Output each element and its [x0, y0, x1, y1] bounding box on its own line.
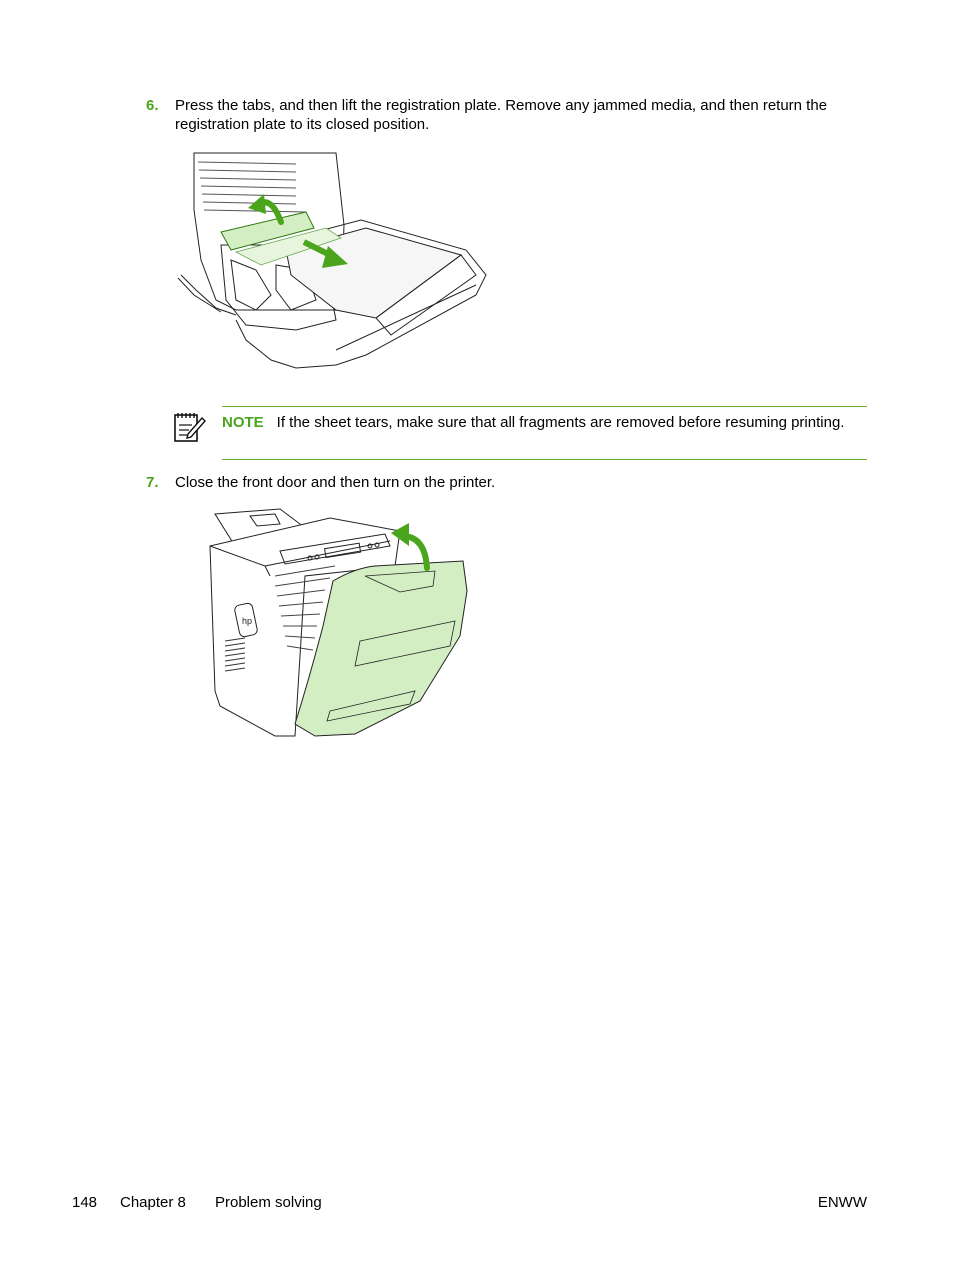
footer-chapter: Chapter 8	[120, 1194, 186, 1211]
note-box	[222, 406, 867, 460]
close-front-door-illustration	[205, 506, 471, 740]
footer-section-title: Problem solving	[215, 1194, 322, 1211]
step-number: 7.	[146, 474, 159, 491]
footer-page-number: 148	[72, 1194, 98, 1211]
note-text: If the sheet tears, make sure that all fragments are removed before resuming printing.	[276, 414, 845, 431]
note-text-block	[222, 413, 862, 432]
step-number: 6.	[146, 97, 159, 114]
svg-text:hp: hp	[242, 616, 253, 626]
step-text: Press the tabs, and then lift the registration plate. Remove any jammed media, and then return the registration plate to its closed position.	[175, 97, 828, 133]
step-7	[146, 473, 870, 492]
note-pencil-icon	[172, 408, 208, 444]
note-label: NOTE	[222, 414, 264, 431]
step-6	[146, 96, 870, 134]
step-text: Close the front door and then turn on the printer.	[175, 474, 496, 491]
footer-right-label: ENWW	[817, 1194, 867, 1211]
registration-plate-illustration	[176, 150, 496, 372]
